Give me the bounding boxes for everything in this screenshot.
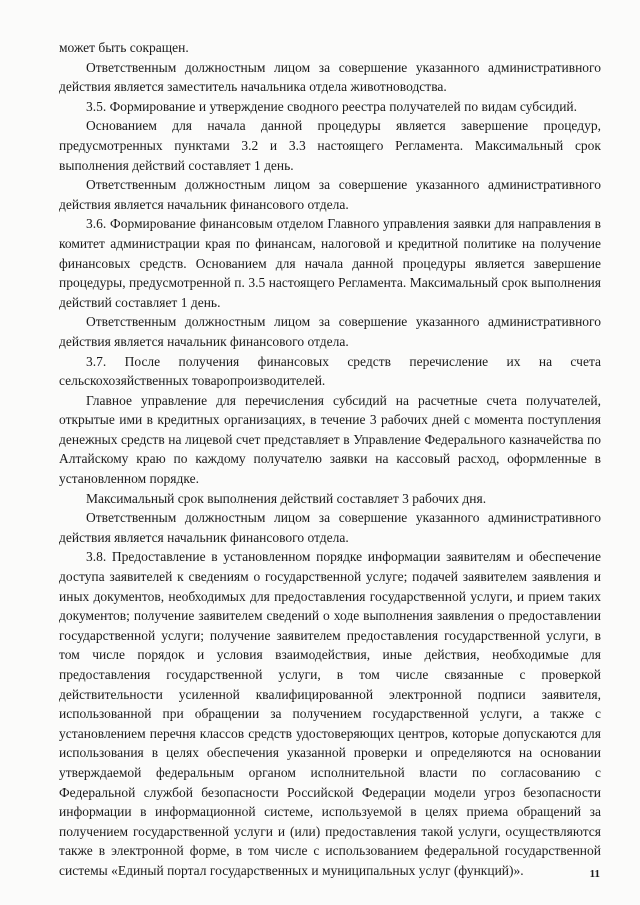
- paragraph-section-3-7: 3.7. После получения финансовых средств перечисление их на счета сельскохозяйственных товаропроизводителей.: [59, 353, 601, 389]
- paragraph: Ответственным должностным лицом за совершение указанного административного действия является заместитель начальника отдела животноводства.: [59, 59, 601, 95]
- paragraph: Максимальный срок выполнения действий составляет 3 рабочих дня.: [86, 490, 487, 506]
- paragraph-section-3-6: 3.6. Формирование финансовым отделом Главного управления заявки для направления в комитет администрации края по финансам, налоговой и кредитной политике на получение финансовых средств. Основанием для начала данной процедуры является завершение процедуры, предусмотренной п. 3.5 настоящего Регламента. Максимальный срок выполнения действий составляет 1 день.: [59, 216, 601, 310]
- paragraph: Ответственным должностным лицом за совершение указанного административного действия является начальник финансового отдела.: [59, 510, 601, 545]
- document-body: [59, 38, 601, 881]
- paragraph: Ответственным должностным лицом за совершение указанного административного действия является начальник финансового отдела.: [59, 177, 601, 212]
- paragraph: Ответственным должностным лицом за совершение указанного административного действия является начальник финансового отдела.: [59, 314, 601, 349]
- paragraph: Основанием для начала данной процедуры является завершение процедур, предусмотренных пунктами 3.2 и 3.3 настоящего Регламента. Максимальный срок выполнения действий составляет 1 день.: [59, 118, 601, 173]
- paragraph-section-3-5: 3.5. Формирование и утверждение сводного реестра получателей по видам субсидий.: [86, 98, 578, 114]
- paragraph: Главное управление для перечисления субсидий на расчетные счета получателей, открытые ими в кредитных организациях, в течение 3 рабочих дней с момента поступления денежных средств на лицевой счет представляет в Управление Федерального казначейства по Алтайскому краю по каждому получателю заявки на кассовый расход, оформленные в установленном порядке.: [59, 392, 601, 487]
- paragraph-section-3-8: 3.8. Предоставление в установленном порядке информации заявителям и обеспечение доступа заявителей к сведениям о государственной услуге; подачей заявителем заявления и иных документов, необходимых для предоставления государственной услуги, и прием таких документов; получение заявителем сведений о ходе выполнения заявления о предоставлении государственной услуги; получение заявителем предоставления государственной услуги, в том числе порядок и условия взаимодействия, иные действия, необходимые для предоставления государственной услуги, в том числе связанные с проверкой действительности усиленной квалифицированной электронной подписи заявителя, использованной при обращении за получением государственной услуги, а также с установлением перечня классов средств удостоверяющих центров, которые допускаются для использования в целях обеспечения указанной проверки и определяются на основании утверждаемой федеральным органом исполнительной власти по согласованию с Федеральной службой безопасности Российской Федерации модели угроз безопасности информации в информационной системе, используемой в целях приема обращений за получением государственной услуги и (или) предоставления такой услуги, осуществляются также в электронной форме, в том числе с использованием федеральной государственной системы «Единый портал государственных и муниципальных услуг (функций)».: [59, 549, 601, 878]
- paragraph-continuation: может быть сокращен.: [59, 40, 189, 55]
- page-number: 11: [589, 868, 600, 880]
